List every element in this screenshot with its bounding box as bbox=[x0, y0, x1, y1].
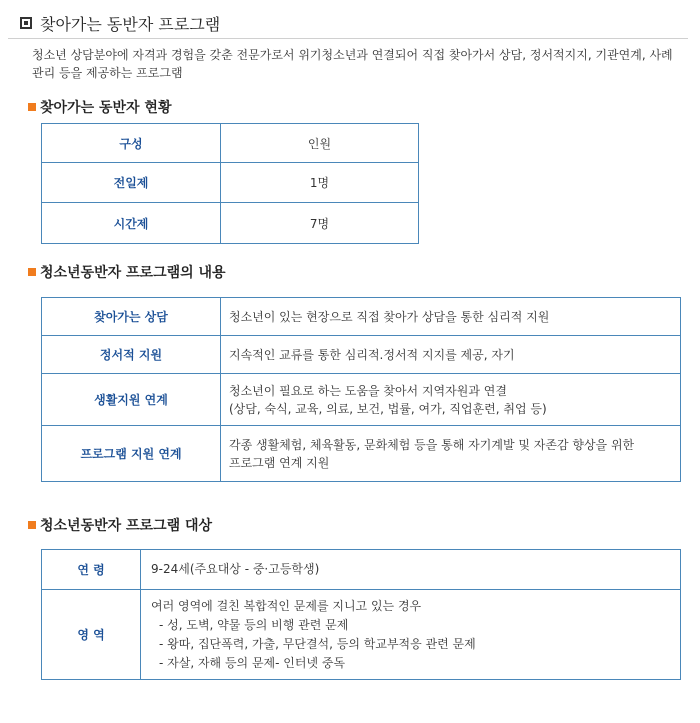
status-table bbox=[41, 123, 419, 244]
table-value-cell: 7명 bbox=[221, 203, 419, 244]
table-row bbox=[42, 124, 419, 163]
section-heading-text: 찾아가는 동반자 현황 bbox=[40, 100, 172, 116]
table-value-cell bbox=[221, 426, 681, 482]
orange-square-icon bbox=[28, 268, 36, 276]
square-bullet-icon bbox=[20, 17, 32, 29]
age-label-cell: 연 령 bbox=[42, 550, 141, 590]
page-title-bar bbox=[8, 6, 688, 39]
table-row bbox=[42, 203, 419, 244]
orange-square-icon bbox=[28, 521, 36, 529]
section-heading-status bbox=[28, 97, 171, 117]
table-value-cell: 1명 bbox=[221, 163, 419, 203]
table-row bbox=[42, 550, 681, 590]
cell-line: 청소년이 필요로 하는 도움을 찾아서 지역자원과 연결 bbox=[229, 383, 507, 398]
table-row bbox=[42, 298, 681, 336]
program-content-table bbox=[41, 297, 681, 482]
table-label-cell: 찾아가는 상담 bbox=[42, 298, 221, 336]
table-row bbox=[42, 426, 681, 482]
table-value-cell bbox=[221, 374, 681, 426]
table-value-cell bbox=[221, 298, 681, 336]
cell-line: 각종 생활체험, 체육활동, 문화체험 등을 통해 자기계발 및 자존감 향상을 위한 bbox=[229, 437, 635, 452]
table-row bbox=[42, 374, 681, 426]
section-heading-text: 청소년동반자 프로그램 대상 bbox=[40, 518, 213, 534]
program-target-table bbox=[41, 549, 681, 680]
table-label-cell: 전일제 bbox=[42, 163, 221, 203]
table-label-cell: 시간제 bbox=[42, 203, 221, 244]
table-label-cell: 정서적 지원 bbox=[42, 336, 221, 374]
table-value-cell bbox=[221, 336, 681, 374]
age-value-cell: 9-24세(주요대상 - 중·고등학생) bbox=[141, 550, 681, 590]
cell-line: - 성, 도벽, 약물 등의 비행 관련 문제 bbox=[159, 617, 349, 632]
page-title: 찾아가는 동반자 프로그램 bbox=[40, 15, 221, 34]
table-row bbox=[42, 336, 681, 374]
table-header-cell: 구성 bbox=[42, 124, 221, 163]
section-heading-text: 청소년동반자 프로그램의 내용 bbox=[40, 265, 226, 281]
cell-line: 여러 영역에 걸친 복합적인 문제를 지니고 있는 경우 bbox=[151, 598, 422, 613]
orange-square-icon bbox=[28, 103, 36, 111]
cell-line: - 자살, 자해 등의 문제- 인터넷 중독 bbox=[159, 655, 346, 670]
table-row bbox=[42, 590, 681, 680]
area-value-cell bbox=[141, 590, 681, 680]
table-header-cell: 인원 bbox=[221, 124, 419, 163]
cell-line: 지속적인 교류를 통한 심리적.정서적 지지를 제공, 자기 bbox=[229, 347, 515, 362]
table-label-cell: 프로그램 지원 연계 bbox=[42, 426, 221, 482]
table-label-cell: 생활지원 연계 bbox=[42, 374, 221, 426]
cell-line: (상담, 숙식, 교육, 의료, 보건, 법률, 여가, 직업훈련, 취업 등) bbox=[229, 401, 547, 416]
section-heading-target bbox=[28, 515, 212, 535]
cell-line: 청소년이 있는 현장으로 직접 찾아가 상담을 통한 심리적 지원 bbox=[229, 309, 550, 324]
intro-paragraph: 청소년 상담분야에 자격과 경험을 갖춘 전문가로서 위기청소년과 연결되어 직접 찾아가서 상담, 정서적지지, 기관연계, 사례관리 등을 제공하는 프로그램 bbox=[32, 48, 673, 80]
section-heading-content bbox=[28, 262, 226, 282]
cell-line: 프로그램 연계 지원 bbox=[229, 455, 330, 470]
area-label-cell: 영 역 bbox=[42, 590, 141, 680]
table-row bbox=[42, 163, 419, 203]
cell-line: - 왕따, 집단폭력, 가출, 무단결석, 등의 학교부적응 관련 문제 bbox=[159, 636, 476, 651]
